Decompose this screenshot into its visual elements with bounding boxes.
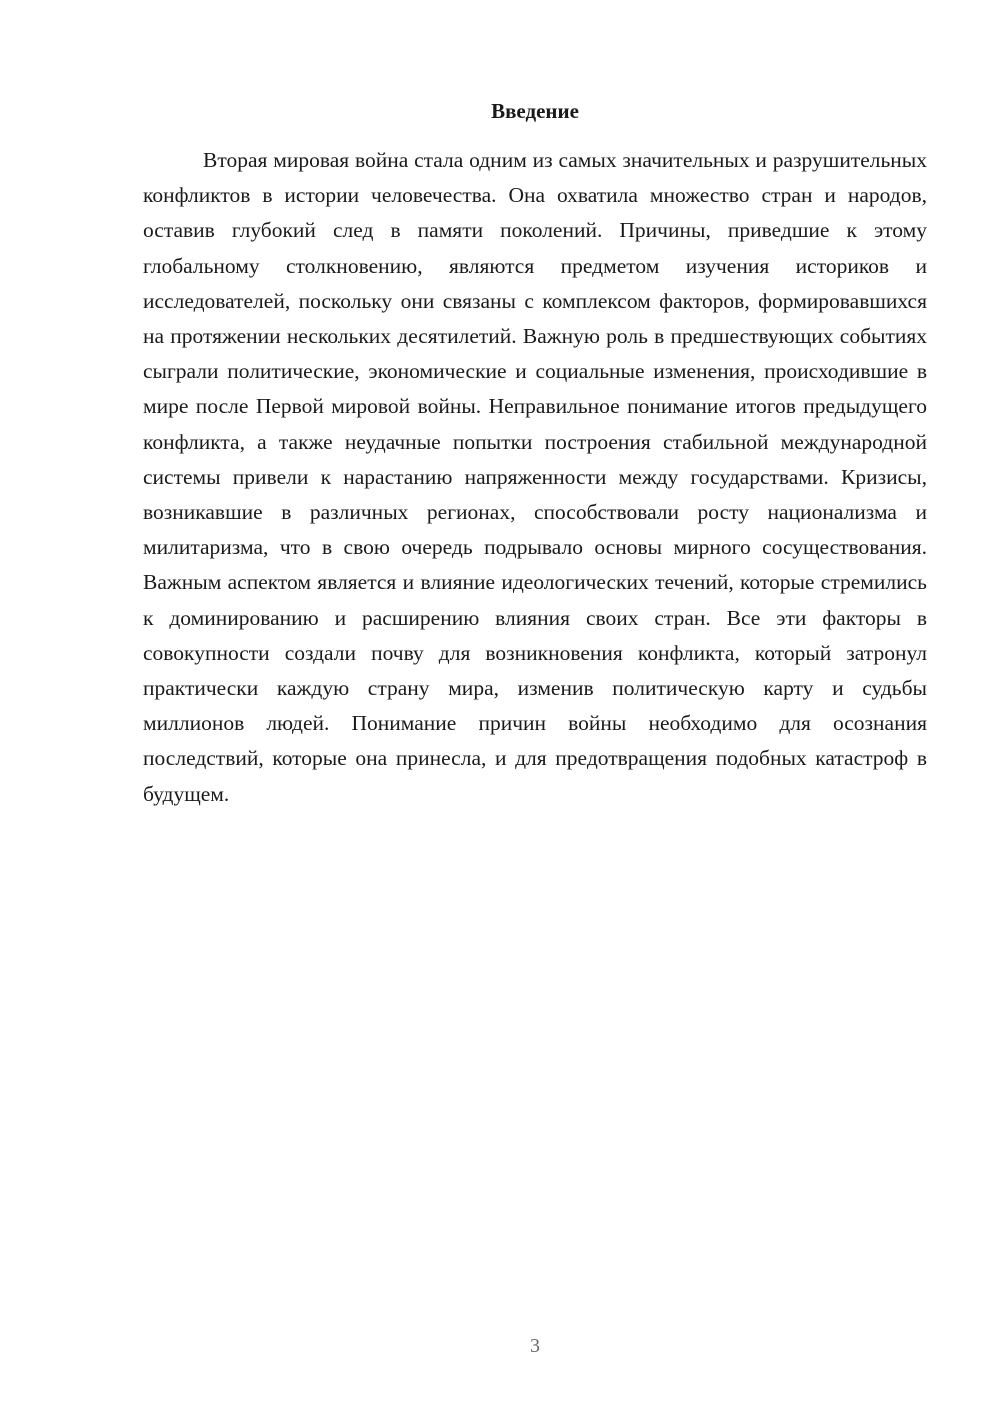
section-heading: Введение <box>491 99 579 123</box>
page-number: 3 <box>530 1335 540 1357</box>
body-paragraph: Вторая мировая война стала одним из самых значительных и разрушительных конфликтов в истории человечества. Она охватила множество стран и народов, оставив глубокий след в памяти поколений. Причины, приведшие к этому глобальному столкновению, являются предметом изучения историков и исследователей, поскольку они связаны с комплексом факторов, формировавшихся на протяжении нескольких десятилетий. Важную роль в предшествующих событиях сыграли политические, экономические и социальные изменения, происходившие в мире после Первой мировой войны. Неправильное понимание итогов предыдущего конфликта, а также неудачные попытки построения стабильной международной системы привели к нарастанию напряженности между государствами. Кризисы, возникавшие в различных регионах, способствовали росту национализма и милитаризма, что в свою очередь подрывало основы мирного сосуществования. Важным аспектом является и влияние идеологических течений, которые стремились к доминированию и расширению влияния своих стран. Все эти факторы в совокупности создали почву для возникновения конфликта, который затронул практически каждую страну мира, изменив политическую карту и судьбы миллионов людей. Понимание причин войны необходимо для осознания последствий, которые она принесла, и для предотвращения подобных катастроф в будущем. <box>143 148 927 806</box>
